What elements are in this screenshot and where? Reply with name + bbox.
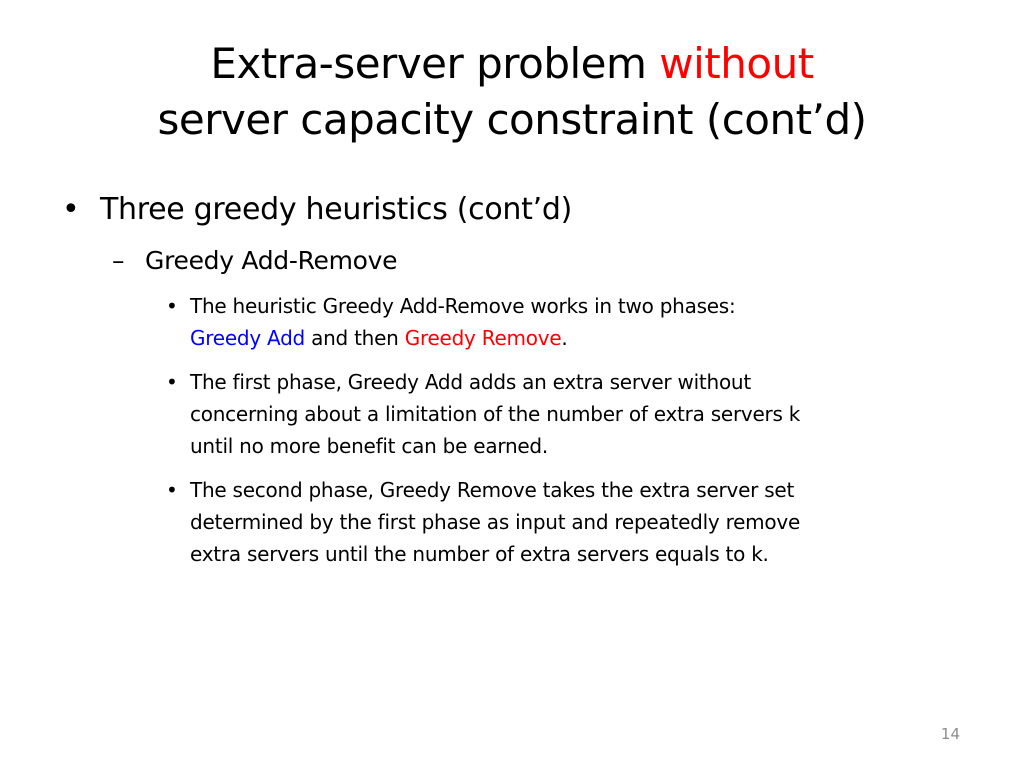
bullet-text xyxy=(190,474,930,570)
bullet-marker: • xyxy=(166,294,178,318)
bullet-line: The first phase, Greedy Add adds an extra server without xyxy=(190,370,751,394)
greedy-add-term: Greedy Add xyxy=(190,326,305,350)
bullet-marker: • xyxy=(166,370,178,394)
title-highlight: without xyxy=(659,39,814,88)
bullet-line: The second phase, Greedy Remove takes the extra server set xyxy=(190,478,795,502)
bullet-line xyxy=(190,322,930,354)
bullet-line: until no more benefit can be earned. xyxy=(190,434,548,458)
greedy-remove-term: Greedy Remove xyxy=(404,326,562,350)
connector-text: and then xyxy=(305,326,405,350)
dash-marker: – xyxy=(112,246,125,275)
bullet-text: Greedy Add-Remove xyxy=(145,246,398,275)
bullet-line: determined by the first phase as input and repeatedly remove xyxy=(190,510,801,534)
bullet-line: The heuristic Greedy Add-Remove works in two phases: xyxy=(190,294,736,318)
bullet-marker: • xyxy=(166,478,178,502)
title-line-2: server capacity constraint (cont’d) xyxy=(157,95,867,144)
page-number: 14 xyxy=(940,725,960,743)
bullet-line: concerning about a limitation of the number of extra servers k xyxy=(190,402,801,426)
bullet-text: Three greedy heuristics (cont’d) xyxy=(100,192,572,227)
bullet-marker: • xyxy=(62,192,80,227)
bullet-text xyxy=(190,290,930,354)
title-prefix: Extra-server problem xyxy=(210,39,660,88)
bullet-line: extra servers until the number of extra servers equals to k. xyxy=(190,542,769,566)
period-text: . xyxy=(561,326,568,350)
bullet-text xyxy=(190,366,930,462)
